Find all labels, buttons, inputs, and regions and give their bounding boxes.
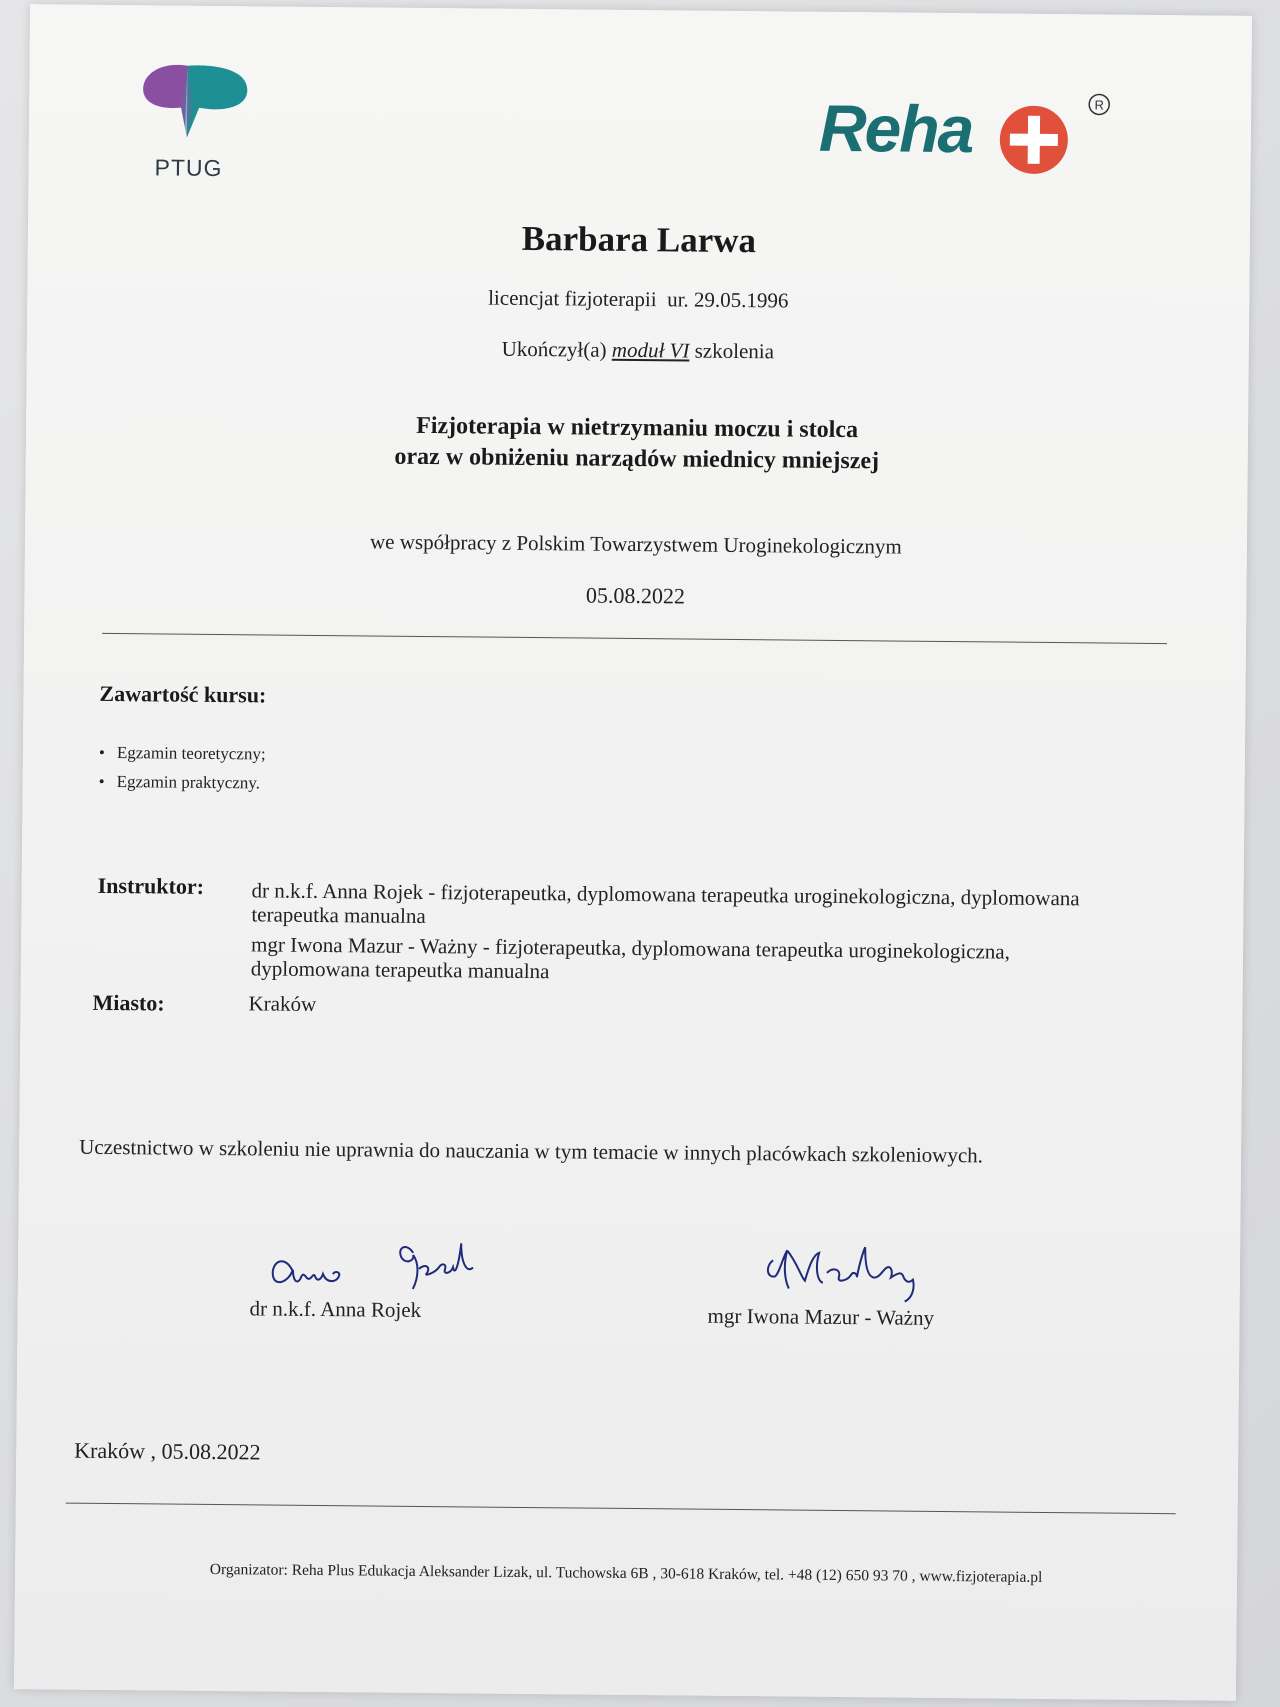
module-name: moduł VI (611, 337, 690, 363)
svg-text:R: R (1094, 97, 1104, 113)
completion-statement (27, 332, 1249, 369)
plus-cross-icon (993, 99, 1074, 180)
completion-prefix: Ukończył(a) (501, 336, 612, 362)
course-title (26, 407, 1249, 481)
course-date: 05.08.2022 (585, 582, 686, 609)
course-content-list (99, 738, 266, 798)
footer-divider-line (66, 1503, 1176, 1515)
reha-logo-text: Reha (818, 90, 973, 167)
course-title-line-1: Fizjoterapia w nietrzymaniu moczu i stolca (416, 412, 859, 444)
signature-iwona-mazur-wazny (753, 1236, 954, 1308)
city-label: Miasto: (92, 989, 165, 1016)
course-content-heading: Zawartość kursu: (99, 680, 267, 708)
city-value: Kraków (248, 991, 317, 1016)
participant-name: Barbara Larwa (521, 218, 757, 261)
completion-suffix: szkolenia (689, 338, 775, 364)
list-item: • Egzamin teoretyczny; (99, 738, 266, 769)
signature-anna-rojek (263, 1231, 494, 1303)
reha-plus-logo (818, 90, 1109, 183)
list-item: • Egzamin praktyczny. (99, 767, 266, 798)
participation-notice: Uczestnictwo w szkoleniu nie uprawnia do nauczania w tym temacie w innych placówkach szkoleniowych. (79, 1134, 984, 1168)
course-title-line-2: oraz w obniżeniu narządów miednicy mniejszej (394, 443, 880, 475)
cooperation-note: we współpracy z Polskim Towarzystwem Uroginekologicznym (369, 529, 902, 559)
place-and-date: Kraków , 05.08.2022 (74, 1437, 261, 1465)
registered-mark-icon (1087, 92, 1111, 116)
instructor-list (251, 878, 1112, 994)
instructor-label: Instruktor: (97, 872, 205, 899)
certificate-sheet (14, 4, 1252, 1701)
participant-qualification: licencjat fizjoterapii ur. 29.05.1996 (488, 285, 789, 313)
instructor-entry: dr n.k.f. Anna Rojek - fizjoterapeutka, dyplomowana terapeutka uroginekologiczna, dyplomowana terapeutka manualna (251, 878, 1080, 929)
instructor-entry: mgr Iwona Mazur - Ważny - fizjoterapeutka, dyplomowana terapeutka uroginekologiczna, dyplomowana terapeutka manualna (250, 932, 1011, 984)
ptug-logo-mark (129, 57, 260, 158)
signer-name-1: dr n.k.f. Anna Rojek (249, 1296, 422, 1322)
ptug-logo (128, 57, 259, 188)
divider-line (102, 633, 1167, 644)
signer-name-2: mgr Iwona Mazur - Ważny (707, 1303, 935, 1330)
organizer-footer: Organizator: Reha Plus Edukacja Aleksander Lizak, ul. Tuchowska 6B , 30-618 Kraków, tel. +48 (12) 650 93 70 , www.fizjoterapia.pl (209, 1560, 1043, 1586)
ptug-logo-text: PTUG (154, 154, 223, 182)
